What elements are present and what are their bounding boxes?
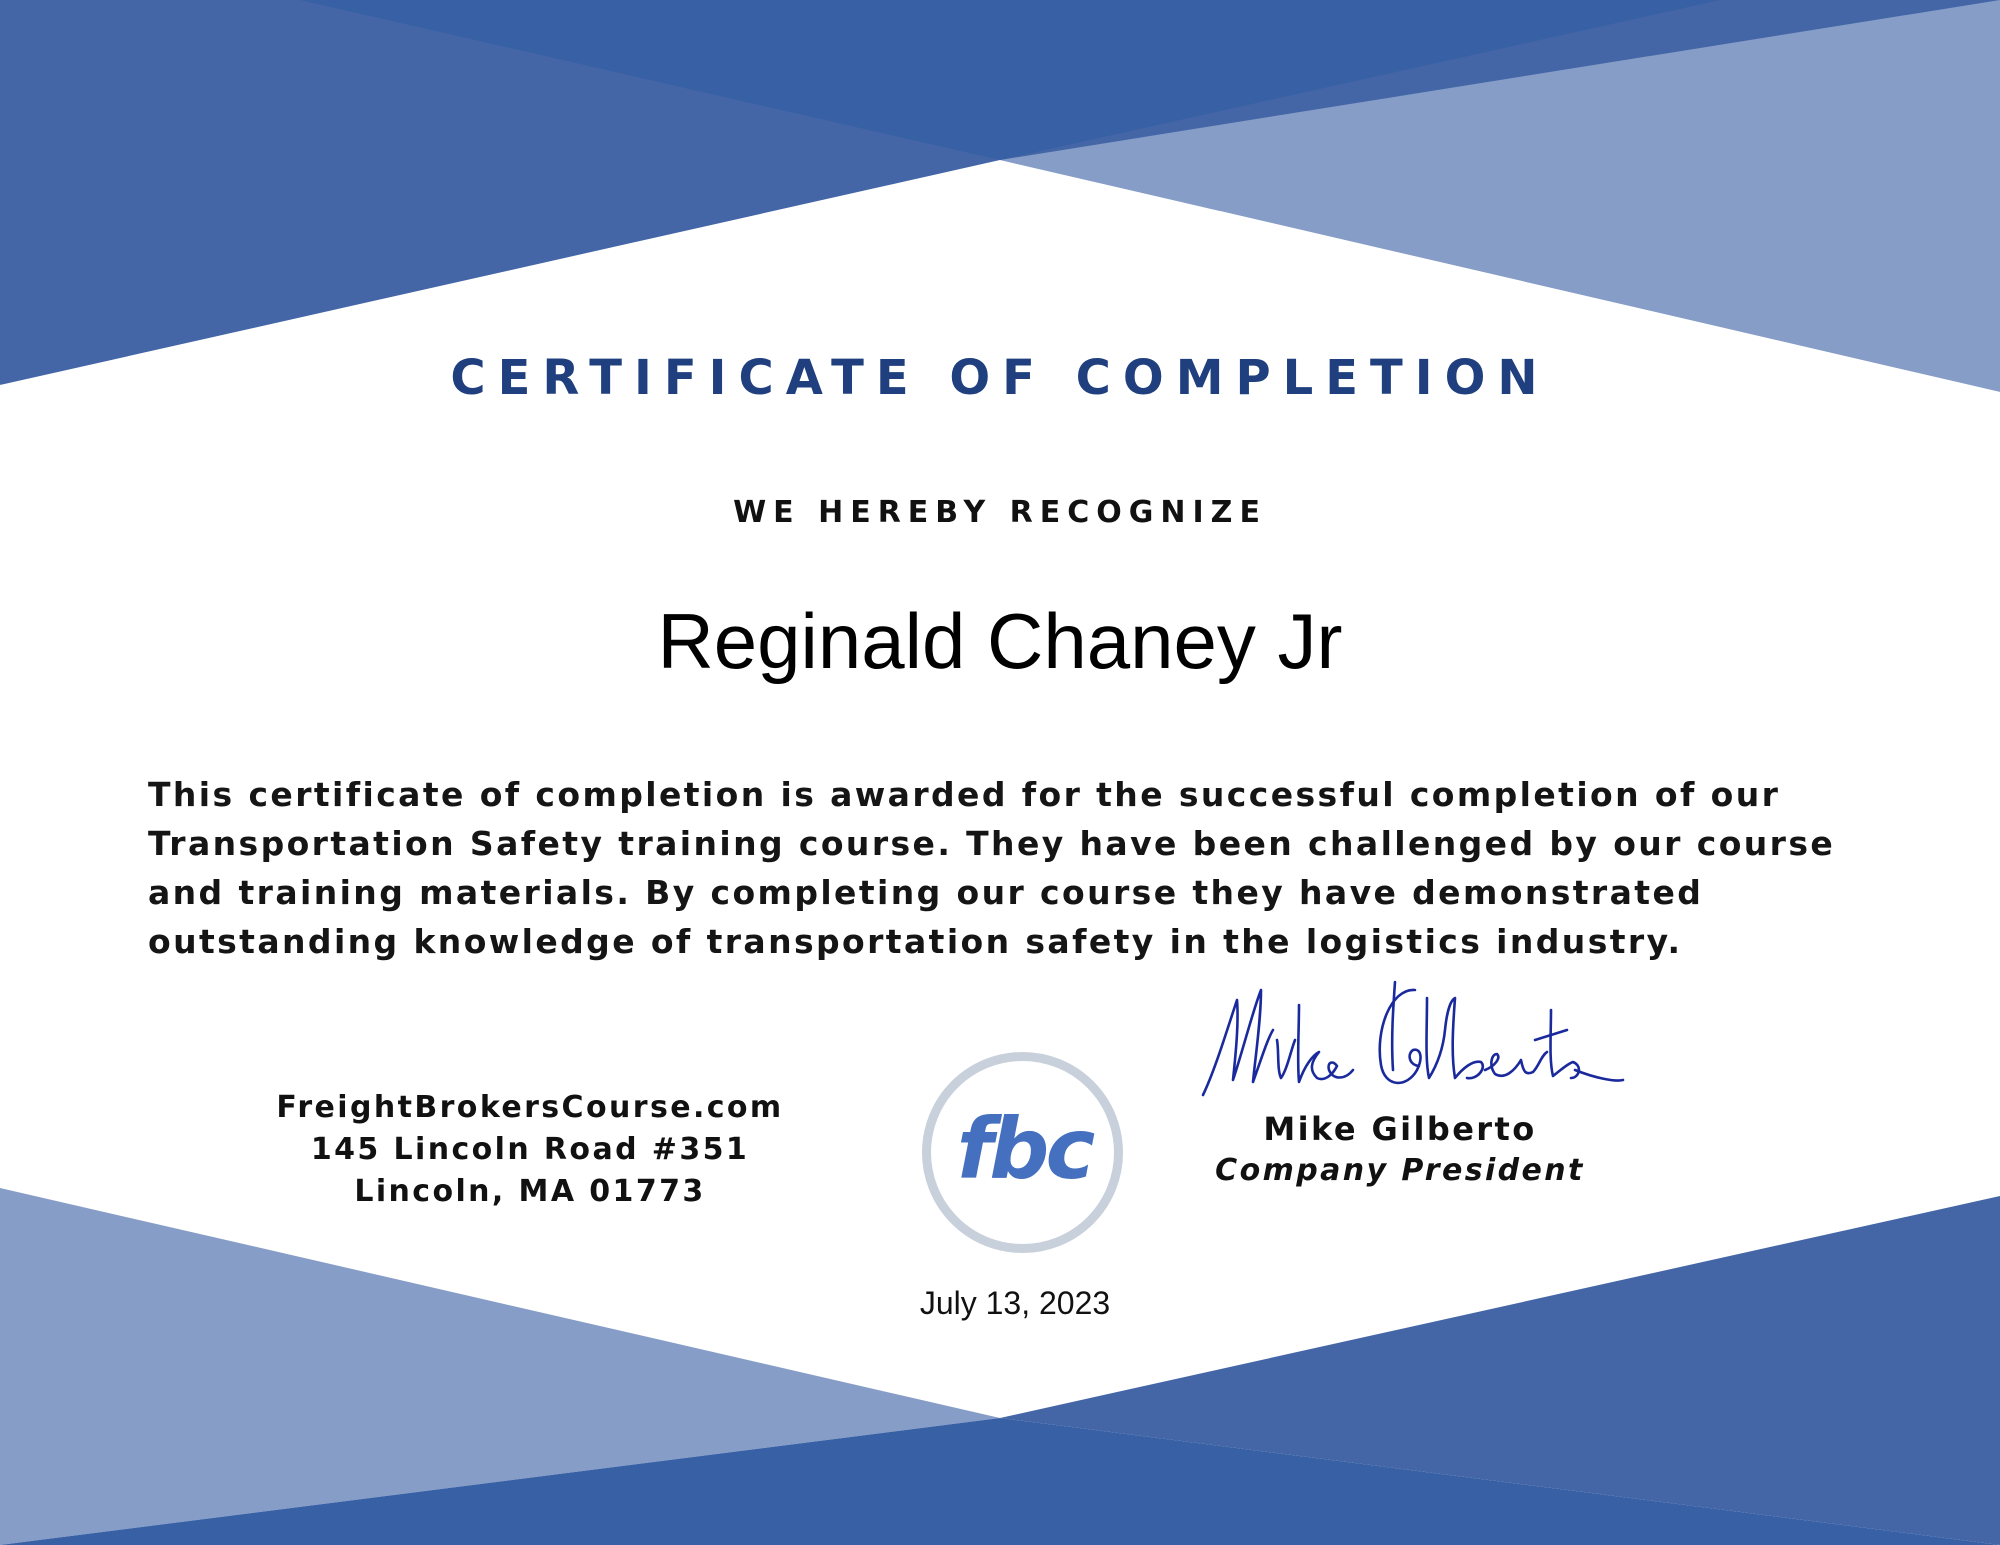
description-line: Transportation Safety training course. They have been challenged by our course xyxy=(148,824,1836,863)
description-line: This certificate of completion is awarded for the successful completion of our xyxy=(148,775,1781,814)
company-address-block xyxy=(250,1087,810,1213)
handwritten-signature xyxy=(1195,970,1625,1110)
description-line: outstanding knowledge of transportation safety in the logistics industry. xyxy=(148,922,1683,961)
fbc-logo-icon xyxy=(920,1050,1125,1255)
certificate-description xyxy=(148,770,1888,966)
recognition-heading: WE HEREBY RECOGNIZE xyxy=(733,495,1267,530)
recipient-name: Reginald Chaney Jr xyxy=(657,597,1343,685)
address-line-2: Lincoln, MA 01773 xyxy=(354,1174,706,1209)
certificate-title: CERTIFICATE OF COMPLETION xyxy=(450,350,1550,406)
company-website: FreightBrokersCourse.com xyxy=(276,1090,784,1125)
certificate-date: July 13, 2023 xyxy=(919,1285,1111,1321)
address-line-1: 145 Lincoln Road #351 xyxy=(310,1132,750,1167)
logo-text: fbc xyxy=(956,1100,1092,1198)
signer-title: Company President xyxy=(1215,1153,1585,1188)
description-line: and training materials. By completing our course they have demonstrated xyxy=(148,873,1704,912)
signer-name: Mike Gilberto xyxy=(1263,1110,1537,1148)
